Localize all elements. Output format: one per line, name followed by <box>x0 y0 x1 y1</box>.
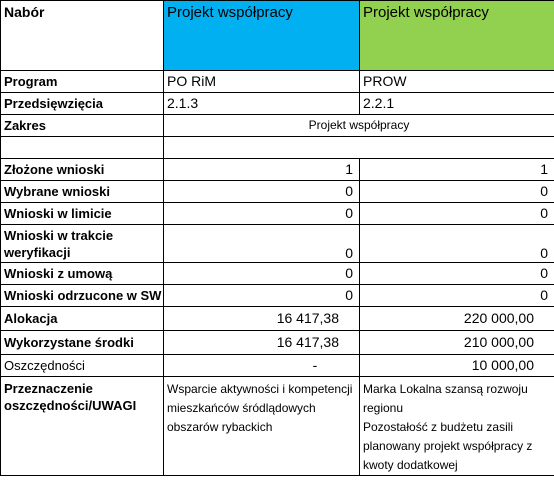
oszczednosci-2: 10 000,00 <box>360 355 554 377</box>
alokacja-2: 220 000,00 <box>360 307 554 331</box>
label-umowa: Wnioski z umową <box>1 263 164 285</box>
odrzucone-2: 0 <box>360 285 554 307</box>
zlozone-2: 1 <box>360 159 554 181</box>
header-nabor: Nabór <box>1 1 164 71</box>
odrzucone-1: 0 <box>164 285 360 307</box>
row-uwagi <box>1 377 554 476</box>
label-uwagi: Przeznaczenie oszczędności/UWAGI <box>1 377 164 476</box>
zlozone-1: 1 <box>164 159 360 181</box>
weryfikacja-1: 0 <box>164 225 360 263</box>
label-odrzucone: Wnioski odrzucone w SW <box>1 285 164 307</box>
limit-2: 0 <box>360 203 554 225</box>
row-wybrane <box>1 181 554 203</box>
row-limit <box>1 203 554 225</box>
wybrane-2: 0 <box>360 181 554 203</box>
limit-1: 0 <box>164 203 360 225</box>
header-project-2: Projekt współpracy <box>360 1 554 71</box>
wybrane-1: 0 <box>164 181 360 203</box>
label-wybrane: Wybrane wnioski <box>1 181 164 203</box>
wykorzystane-1: 16 417,38 <box>164 331 360 355</box>
row-przedsiewziecia <box>1 93 554 115</box>
uwagi-2 <box>360 377 554 476</box>
przedsiewziecia-2: 2.2.1 <box>360 93 554 115</box>
empty-cell-label <box>1 137 164 159</box>
row-wykorzystane <box>1 331 554 355</box>
label-zakres: Zakres <box>1 115 164 137</box>
empty-cell-value <box>164 137 554 159</box>
label-limit: Wnioski w limicie <box>1 203 164 225</box>
row-odrzucone <box>1 285 554 307</box>
label-alokacja: Alokacja <box>1 307 164 331</box>
przedsiewziecia-1: 2.1.3 <box>164 93 360 115</box>
row-umowa <box>1 263 554 285</box>
umowa-2: 0 <box>360 263 554 285</box>
umowa-1: 0 <box>164 263 360 285</box>
label-oszczednosci: Oszczędności <box>1 355 164 377</box>
row-zlozone <box>1 159 554 181</box>
header-project-1: Projekt współpracy <box>164 1 360 71</box>
oszczednosci-1: - <box>164 355 360 377</box>
weryfikacja-2: 0 <box>360 225 554 263</box>
label-weryfikacja: Wnioski w trakcie weryfikacji <box>1 225 164 263</box>
row-zakres <box>1 115 554 137</box>
alokacja-1: 16 417,38 <box>164 307 360 331</box>
label-przedsiewziecia: Przedsięwzięcia <box>1 93 164 115</box>
row-oszczednosci <box>1 355 554 377</box>
label-program: Program <box>1 71 164 93</box>
wykorzystane-2: 210 000,00 <box>360 331 554 355</box>
row-empty <box>1 137 554 159</box>
uwagi-2-line-b: Pozostałość z budżetu zasili planowany projekt współpracy z kwoty dodatkowej <box>363 420 533 472</box>
program-1: PO RiM <box>164 71 360 93</box>
label-wykorzystane: Wykorzystane środki <box>1 331 164 355</box>
row-program <box>1 71 554 93</box>
uwagi-1: Wsparcie aktywności i kompetencji mieszkańców śródlądowych obszarów rybackich <box>164 377 360 476</box>
header-row <box>1 1 554 71</box>
uwagi-2-line-a: Marka Lokalna szansą rozwoju regionu <box>363 382 528 415</box>
program-2: PROW <box>360 71 554 93</box>
row-weryfikacja <box>1 225 554 263</box>
zakres-value: Projekt współpracy <box>164 115 554 137</box>
row-alokacja <box>1 307 554 331</box>
label-zlozone: Złożone wnioski <box>1 159 164 181</box>
